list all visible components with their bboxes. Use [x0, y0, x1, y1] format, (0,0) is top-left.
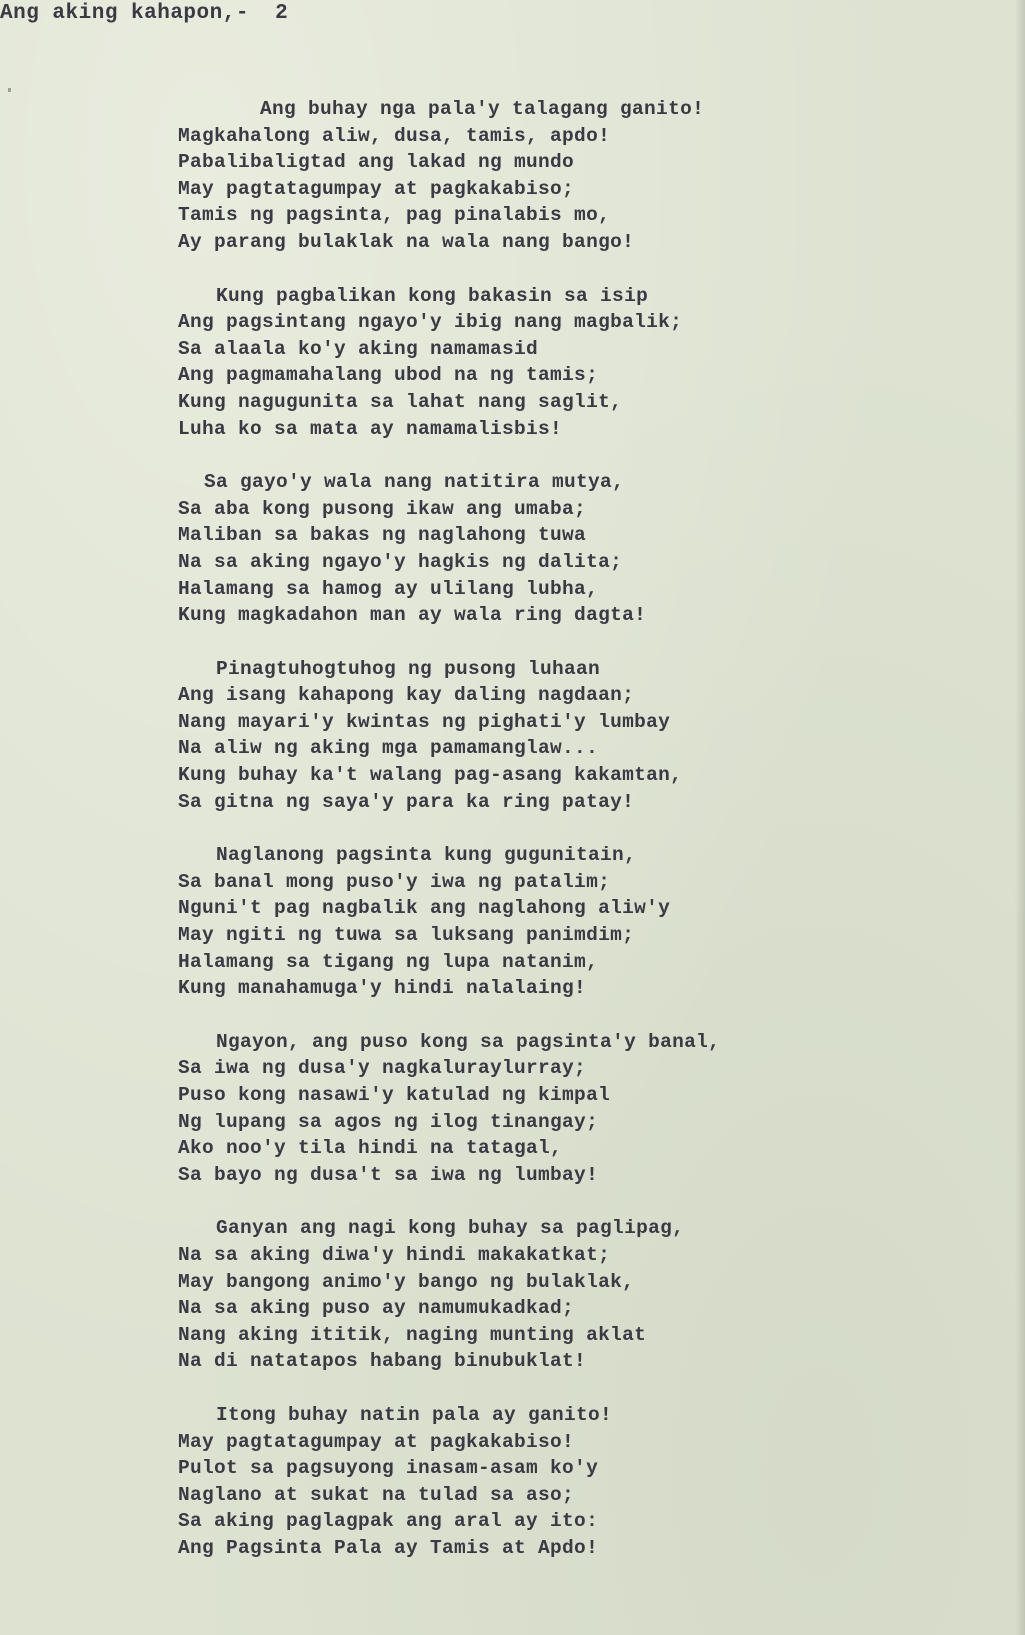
poem-line: Sa aba kong pusong ikaw ang umaba;	[178, 497, 587, 520]
poem-line: Sa aking paglagpak ang aral ay ito:	[178, 1510, 599, 1533]
poem-line: May pagtatagumpay at pagkakabiso!	[178, 1430, 575, 1453]
poem-line: Ngayon, ang puso kong sa pagsinta'y banal,	[216, 1030, 721, 1053]
poem-line: Pabalibaligtad ang lakad ng mundo	[178, 151, 575, 174]
stanza-8	[178, 1402, 978, 1562]
poem-line: Ang isang kahapong kay daling nagdaan;	[178, 684, 635, 707]
poem-line: Ang Pagsinta Pala ay Tamis at Apdo!	[178, 1536, 599, 1559]
poem-line: Sa banal mong puso'y iwa ng patalim;	[178, 870, 611, 893]
poem-line: Kung pagbalikan kong bakasin sa isip	[216, 284, 649, 307]
poem-line: Pulot sa pagsuyong inasam-asam ko'y	[178, 1457, 599, 1480]
poem-line: Kung manahamuga'y hindi nalalaing!	[178, 977, 587, 1000]
poem-line: Ang pagsintang ngayo'y ibig nang magbalik;	[178, 311, 683, 334]
poem-line: Maliban sa bakas ng naglahong tuwa	[178, 524, 587, 547]
poem-line: Nang mayari'y kwintas ng pighati'y lumbay	[178, 710, 671, 733]
poem-line: Halamang sa hamog ay ulilang lubha,	[178, 577, 599, 600]
poem-line: Kung nagugunita sa lahat nang saglit,	[178, 390, 623, 413]
poem-line: Kung magkadahon man ay wala ring dagta!	[178, 604, 647, 627]
poem-line: Puso kong nasawi'y katulad ng kimpal	[178, 1084, 611, 1106]
stanza-6	[178, 1029, 978, 1189]
poem	[178, 96, 978, 1589]
poem-line: Halamang sa tigang ng lupa natanim,	[178, 950, 599, 973]
poem-line: Na sa aking puso ay namumukadkad;	[178, 1297, 575, 1320]
poem-line: Ay parang bulaklak na wala nang bango!	[178, 230, 635, 253]
poem-line: Kung buhay ka't walang pag-asang kakamtan,	[178, 764, 683, 787]
poem-line: Sa bayo ng dusa't sa iwa ng lumbay!	[178, 1163, 599, 1186]
poem-line: Sa alaala ko'y aking namamasid	[178, 337, 539, 360]
stanza-1	[178, 96, 978, 256]
poem-line: Na aliw ng aking mga pamamanglaw...	[178, 737, 599, 760]
poem-line: Tamis ng pagsinta, pag pinalabis mo,	[178, 204, 611, 227]
poem-line: Sa gitna ng saya'y para ka ring patay!	[178, 790, 635, 813]
page-header: Ang aking kahapon,- 2	[0, 2, 289, 25]
poem-line: Ang buhay nga pala'y talagang ganito!	[260, 98, 705, 120]
stanza-2	[178, 283, 978, 443]
poem-line: Sa iwa ng dusa'y nagkaluraylurray;	[178, 1057, 587, 1080]
poem-line: Na di natatapos habang binubuklat!	[178, 1350, 587, 1373]
stanza-7	[178, 1215, 978, 1375]
poem-line: Nang aking ititik, naging munting aklat	[178, 1323, 647, 1346]
poem-line: May bangong animo'y bango ng bulaklak,	[178, 1270, 635, 1293]
poem-line: Magkahalong aliw, dusa, tamis, apdo!	[178, 124, 611, 147]
stanza-5	[178, 842, 978, 1002]
poem-line: Ang pagmamahalang ubod na ng tamis;	[178, 364, 599, 387]
poem-line: Na sa aking ngayo'y hagkis ng dalita;	[178, 550, 623, 573]
poem-line: Ng lupang sa agos ng ilog tinangay;	[178, 1110, 599, 1133]
stanza-4	[178, 656, 978, 816]
poem-line: Ganyan ang nagi kong buhay sa paglipag,	[216, 1217, 685, 1240]
poem-line: Nguni't pag nagbalik ang naglahong aliw'y	[178, 897, 671, 920]
poem-line: Ako noo'y tila hindi na tatagal,	[178, 1137, 563, 1160]
poem-line: May pagtatagumpay at pagkakabiso;	[178, 177, 575, 200]
stanza-3	[178, 469, 978, 629]
page-edge-shadow	[1015, 0, 1025, 1635]
poem-line: Luha ko sa mata ay namamalisbis!	[178, 417, 563, 440]
poem-line: Na sa aking diwa'y hindi makakatkat;	[178, 1243, 611, 1266]
margin-mark	[8, 88, 11, 92]
poem-line: Sa gayo'y wala nang natitira mutya,	[204, 471, 625, 494]
poem-line: May ngiti ng tuwa sa luksang panimdim;	[178, 924, 635, 947]
poem-line: Naglanong pagsinta kung gugunitain,	[216, 844, 637, 867]
poem-line: Naglano at sukat na tulad sa aso;	[178, 1483, 575, 1506]
poem-line: Itong buhay natin pala ay ganito!	[216, 1403, 613, 1426]
poem-line: Pinagtuhogtuhog ng pusong luhaan	[216, 657, 601, 680]
